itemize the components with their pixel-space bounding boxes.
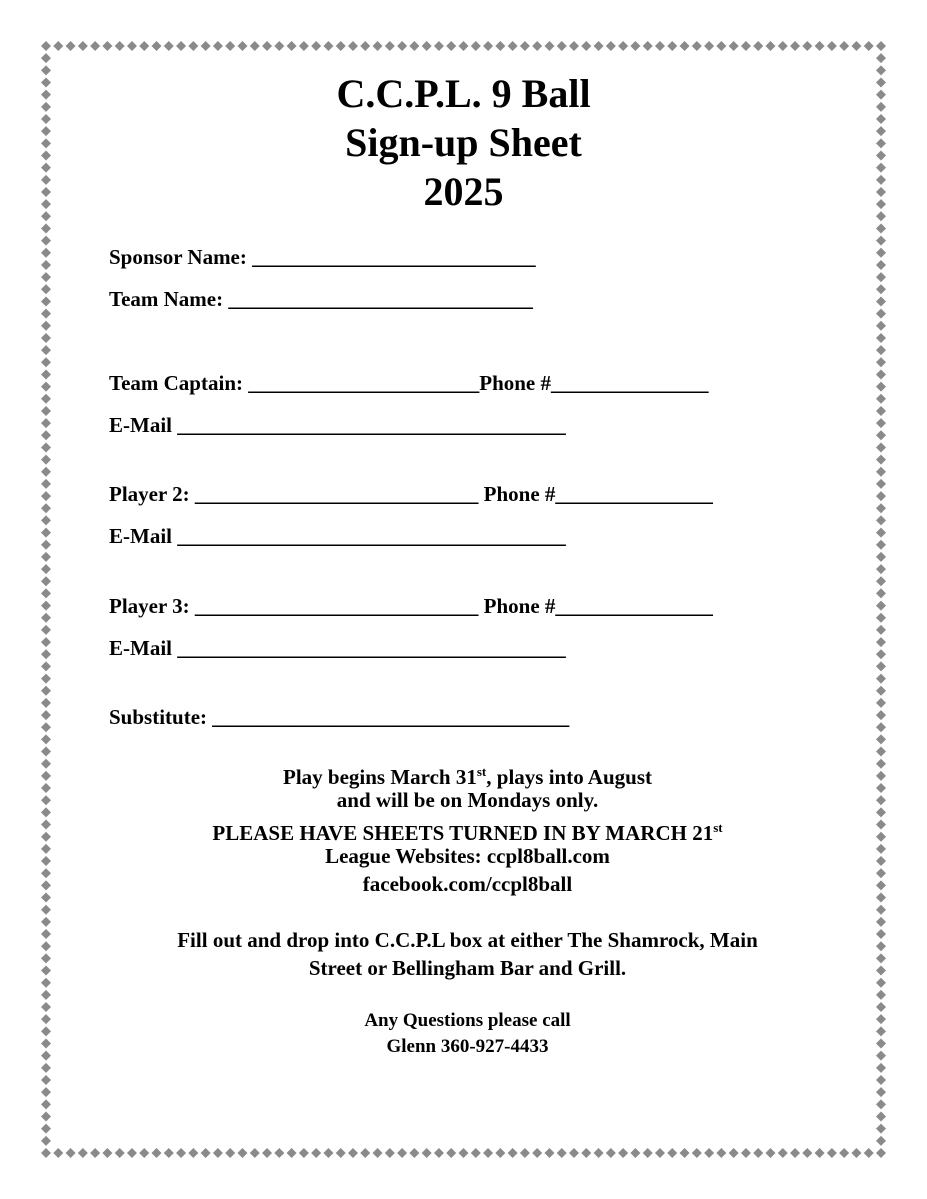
border-diamond (716, 1148, 726, 1158)
border-diamond (41, 406, 51, 416)
border-diamond (262, 41, 272, 51)
border-diamond (41, 236, 51, 246)
border-diamond (385, 1148, 395, 1158)
border-diamond (704, 1148, 714, 1158)
border-diamond (753, 41, 763, 51)
title-line-2: Sign-up Sheet (345, 120, 582, 165)
border-diamond (41, 223, 51, 233)
border-diamond (630, 41, 640, 51)
border-diamond (876, 467, 886, 477)
border-diamond (41, 369, 51, 379)
border-diamond (741, 1148, 751, 1158)
border-diamond (802, 41, 812, 51)
border-diamond (876, 491, 886, 501)
border-diamond (323, 1148, 333, 1158)
border-diamond (459, 1148, 469, 1158)
border-diamond (680, 1148, 690, 1158)
border-diamond (557, 1148, 567, 1158)
border-diamond (876, 625, 886, 635)
border-diamond (802, 1148, 812, 1158)
border-diamond (876, 333, 886, 343)
border-diamond (643, 1148, 653, 1158)
team-name-field: Team Name: _____________________________ (109, 287, 533, 311)
border-diamond (225, 41, 235, 51)
border-diamond (778, 41, 788, 51)
dropoff-line-2: Street or Bellingham Bar and Grill. (308, 956, 627, 980)
border-diamond (876, 698, 886, 708)
border-diamond (139, 41, 149, 51)
border-diamond (753, 1148, 763, 1158)
border-diamond (876, 1087, 886, 1097)
border-diamond (876, 649, 886, 659)
border-diamond (373, 41, 383, 51)
border-diamond (90, 1148, 100, 1158)
border-diamond (851, 41, 861, 51)
border-diamond (876, 710, 886, 720)
border-diamond (152, 41, 162, 51)
border-diamond (876, 674, 886, 684)
border-diamond (508, 1148, 518, 1158)
border-diamond (41, 442, 51, 452)
border-diamond (716, 41, 726, 51)
border-diamond (336, 41, 346, 51)
border-diamond (41, 515, 51, 525)
border-diamond (373, 1148, 383, 1158)
border-diamond (225, 1148, 235, 1158)
border-diamond (508, 41, 518, 51)
border-diamond (692, 1148, 702, 1158)
border-diamond (41, 576, 51, 586)
border-diamond (876, 272, 886, 282)
border-diamond (876, 1099, 886, 1109)
border-diamond (41, 698, 51, 708)
border-diamond (237, 1148, 247, 1158)
border-diamond (729, 41, 739, 51)
border-diamond (66, 41, 76, 51)
border-diamond (544, 1148, 554, 1158)
border-diamond (41, 990, 51, 1000)
border-diamond (655, 1148, 665, 1158)
border-diamond (876, 479, 886, 489)
border-diamond (41, 394, 51, 404)
border-diamond (299, 1148, 309, 1158)
border-diamond (876, 321, 886, 331)
border-diamond (311, 1148, 321, 1158)
border-diamond (569, 1148, 579, 1158)
border-diamond (790, 1148, 800, 1158)
border-diamond (274, 41, 284, 51)
border-diamond (41, 321, 51, 331)
border-diamond (409, 1148, 419, 1158)
border-diamond (41, 1075, 51, 1085)
border-diamond (876, 296, 886, 306)
border-diamond (655, 41, 665, 51)
border-diamond (876, 734, 886, 744)
border-diamond (876, 990, 886, 1000)
border-diamond (78, 1148, 88, 1158)
border-diamond (876, 552, 886, 562)
border-diamond (164, 41, 174, 51)
border-diamond (483, 1148, 493, 1158)
border-diamond (250, 41, 260, 51)
player-2-email-field: E-Mail _____________________________________ (109, 524, 566, 548)
border-diamond (53, 41, 63, 51)
border-diamond (41, 722, 51, 732)
border-diamond (41, 540, 51, 550)
border-diamond (41, 625, 51, 635)
border-diamond (876, 905, 886, 915)
border-diamond (287, 41, 297, 51)
team-captain-field: Team Captain: ______________________Phone #_______________ (109, 371, 709, 395)
border-diamond (876, 747, 886, 757)
border-diamond (729, 1148, 739, 1158)
border-diamond (397, 1148, 407, 1158)
border-diamond (41, 1136, 51, 1146)
border-diamond (876, 528, 886, 538)
border-diamond (41, 260, 51, 270)
border-diamond (839, 1148, 849, 1158)
border-diamond (815, 1148, 825, 1158)
border-diamond (422, 1148, 432, 1158)
border-diamond (790, 41, 800, 51)
border-diamond (876, 260, 886, 270)
border-diamond (471, 41, 481, 51)
border-diamond (360, 41, 370, 51)
border-diamond (594, 1148, 604, 1158)
border-diamond (41, 734, 51, 744)
border-diamond (876, 41, 886, 51)
border-diamond (41, 284, 51, 294)
border-diamond (471, 1148, 481, 1158)
border-diamond (262, 1148, 272, 1158)
border-diamond (237, 41, 247, 51)
border-diamond (876, 406, 886, 416)
border-diamond (459, 41, 469, 51)
border-diamond (422, 41, 432, 51)
facebook-link: facebook.com/ccpl8ball (362, 872, 573, 896)
border-diamond (102, 41, 112, 51)
border-diamond (827, 1148, 837, 1158)
border-diamond (41, 552, 51, 562)
border-diamond (630, 1148, 640, 1158)
border-diamond (692, 41, 702, 51)
border-diamond (876, 1136, 886, 1146)
border-diamond (152, 1148, 162, 1158)
border-diamond (201, 1148, 211, 1158)
player-2-field: Player 2: ___________________________ Phone #_______________ (109, 482, 713, 506)
player-3-email-field: E-Mail _____________________________________ (109, 636, 566, 660)
border-diamond (41, 1112, 51, 1122)
border-diamond (41, 418, 51, 428)
border-diamond (876, 722, 886, 732)
border-diamond (188, 1148, 198, 1158)
border-diamond (41, 272, 51, 282)
border-diamond (864, 41, 874, 51)
border-diamond (741, 41, 751, 51)
border-diamond (409, 41, 419, 51)
border-diamond (520, 41, 530, 51)
captain-email-field: E-Mail _____________________________________ (109, 413, 566, 437)
border-diamond (520, 1148, 530, 1158)
border-diamond (434, 1148, 444, 1158)
border-diamond (876, 455, 886, 465)
border-diamond (876, 369, 886, 379)
border-diamond (606, 41, 616, 51)
border-diamond (299, 41, 309, 51)
border-diamond (41, 503, 51, 513)
border-diamond (667, 41, 677, 51)
border-diamond (557, 41, 567, 51)
border-diamond (311, 41, 321, 51)
border-diamond (876, 382, 886, 392)
border-diamond (66, 1148, 76, 1158)
border-diamond (876, 686, 886, 696)
border-diamond (594, 41, 604, 51)
border-diamond (495, 41, 505, 51)
deadline-notice: PLEASE HAVE SHEETS TURNED IN BY MARCH 21st (212, 820, 723, 845)
border-diamond (201, 41, 211, 51)
border-diamond (41, 309, 51, 319)
border-diamond (876, 576, 886, 586)
info-line-1: Play begins March 31st, plays into August (283, 764, 652, 789)
border-diamond (41, 479, 51, 489)
border-diamond (41, 905, 51, 915)
border-diamond (164, 1148, 174, 1158)
border-diamond (41, 564, 51, 574)
border-diamond (876, 53, 886, 63)
border-diamond (446, 41, 456, 51)
border-diamond (41, 382, 51, 392)
border-diamond (876, 418, 886, 428)
border-diamond (41, 467, 51, 477)
border-diamond (115, 1148, 125, 1158)
border-diamond (78, 41, 88, 51)
border-diamond (704, 41, 714, 51)
border-diamond (41, 1099, 51, 1109)
border-diamond (250, 1148, 260, 1158)
border-diamond (41, 345, 51, 355)
title-line-1: C.C.P.L. 9 Ball (336, 71, 591, 116)
border-diamond (876, 540, 886, 550)
border-diamond (876, 357, 886, 367)
border-diamond (606, 1148, 616, 1158)
border-diamond (41, 686, 51, 696)
border-diamond (274, 1148, 284, 1158)
border-diamond (876, 1112, 886, 1122)
border-diamond (41, 674, 51, 684)
border-diamond (876, 503, 886, 513)
border-diamond (618, 1148, 628, 1158)
league-website: League Websites: ccpl8ball.com (325, 844, 610, 868)
border-diamond (188, 41, 198, 51)
border-diamond (102, 1148, 112, 1158)
border-diamond (581, 41, 591, 51)
border-diamond (41, 747, 51, 757)
border-diamond (41, 528, 51, 538)
border-diamond (876, 1124, 886, 1134)
border-diamond (41, 601, 51, 611)
border-diamond (446, 1148, 456, 1158)
border-diamond (532, 41, 542, 51)
border-diamond (876, 515, 886, 525)
border-diamond (876, 236, 886, 246)
border-diamond (41, 491, 51, 501)
border-diamond (839, 41, 849, 51)
border-diamond (127, 1148, 137, 1158)
border-diamond (397, 41, 407, 51)
border-diamond (876, 223, 886, 233)
border-diamond (176, 41, 186, 51)
border-diamond (41, 1124, 51, 1134)
border-diamond (483, 41, 493, 51)
border-diamond (876, 248, 886, 258)
border-diamond (667, 1148, 677, 1158)
border-diamond (41, 296, 51, 306)
border-diamond (544, 41, 554, 51)
border-diamond (41, 455, 51, 465)
border-diamond (323, 41, 333, 51)
border-diamond (41, 248, 51, 258)
border-diamond (680, 41, 690, 51)
border-diamond (495, 1148, 505, 1158)
border-diamond (348, 1148, 358, 1158)
border-diamond (876, 309, 886, 319)
border-diamond (115, 41, 125, 51)
border-diamond (876, 601, 886, 611)
border-diamond (876, 394, 886, 404)
border-diamond (176, 1148, 186, 1158)
border-diamond (287, 1148, 297, 1158)
border-diamond (41, 1087, 51, 1097)
border-diamond (876, 442, 886, 452)
border-diamond (876, 1063, 886, 1073)
info-line-2: and will be on Mondays only. (336, 788, 599, 812)
border-diamond (213, 41, 223, 51)
border-diamond (876, 588, 886, 598)
border-diamond (778, 1148, 788, 1158)
contact-line-2: Glenn 360-927-4433 (386, 1036, 549, 1057)
border-diamond (41, 637, 51, 647)
border-diamond (41, 41, 51, 51)
border-diamond (41, 1148, 51, 1158)
border-diamond (348, 41, 358, 51)
border-diamond (41, 53, 51, 63)
border-diamond (139, 1148, 149, 1158)
border-diamond (876, 1148, 886, 1158)
border-diamond (765, 41, 775, 51)
sponsor-name-field: Sponsor Name: ___________________________ (109, 245, 536, 269)
border-diamond (876, 637, 886, 647)
border-diamond (532, 1148, 542, 1158)
border-diamond (90, 41, 100, 51)
border-diamond (876, 1075, 886, 1085)
title-line-3: 2025 (423, 169, 504, 214)
border-diamond (876, 430, 886, 440)
border-diamond (851, 1148, 861, 1158)
border-diamond (127, 41, 137, 51)
border-diamond (213, 1148, 223, 1158)
border-diamond (581, 1148, 591, 1158)
border-diamond (569, 41, 579, 51)
border-diamond (41, 649, 51, 659)
border-diamond (53, 1148, 63, 1158)
border-diamond (815, 41, 825, 51)
border-diamond (360, 1148, 370, 1158)
player-3-field: Player 3: ___________________________ Phone #_______________ (109, 594, 713, 618)
border-diamond (876, 613, 886, 623)
border-diamond (876, 284, 886, 294)
border-diamond (643, 41, 653, 51)
border-diamond (41, 661, 51, 671)
border-diamond (864, 1148, 874, 1158)
border-diamond (41, 613, 51, 623)
border-diamond (41, 333, 51, 343)
border-diamond (876, 661, 886, 671)
border-diamond (41, 357, 51, 367)
border-diamond (876, 345, 886, 355)
border-diamond (41, 588, 51, 598)
border-diamond (827, 41, 837, 51)
contact-line-1: Any Questions please call (364, 1010, 571, 1031)
border-diamond (41, 1063, 51, 1073)
dropoff-line-1: Fill out and drop into C.C.P.L box at either The Shamrock, Main (177, 928, 758, 952)
border-diamond (618, 41, 628, 51)
border-diamond (876, 564, 886, 574)
border-diamond (41, 710, 51, 720)
border-diamond (385, 41, 395, 51)
substitute-field: Substitute: __________________________________ (109, 705, 570, 729)
border-diamond (434, 41, 444, 51)
border-diamond (765, 1148, 775, 1158)
border-diamond (41, 430, 51, 440)
border-diamond (336, 1148, 346, 1158)
